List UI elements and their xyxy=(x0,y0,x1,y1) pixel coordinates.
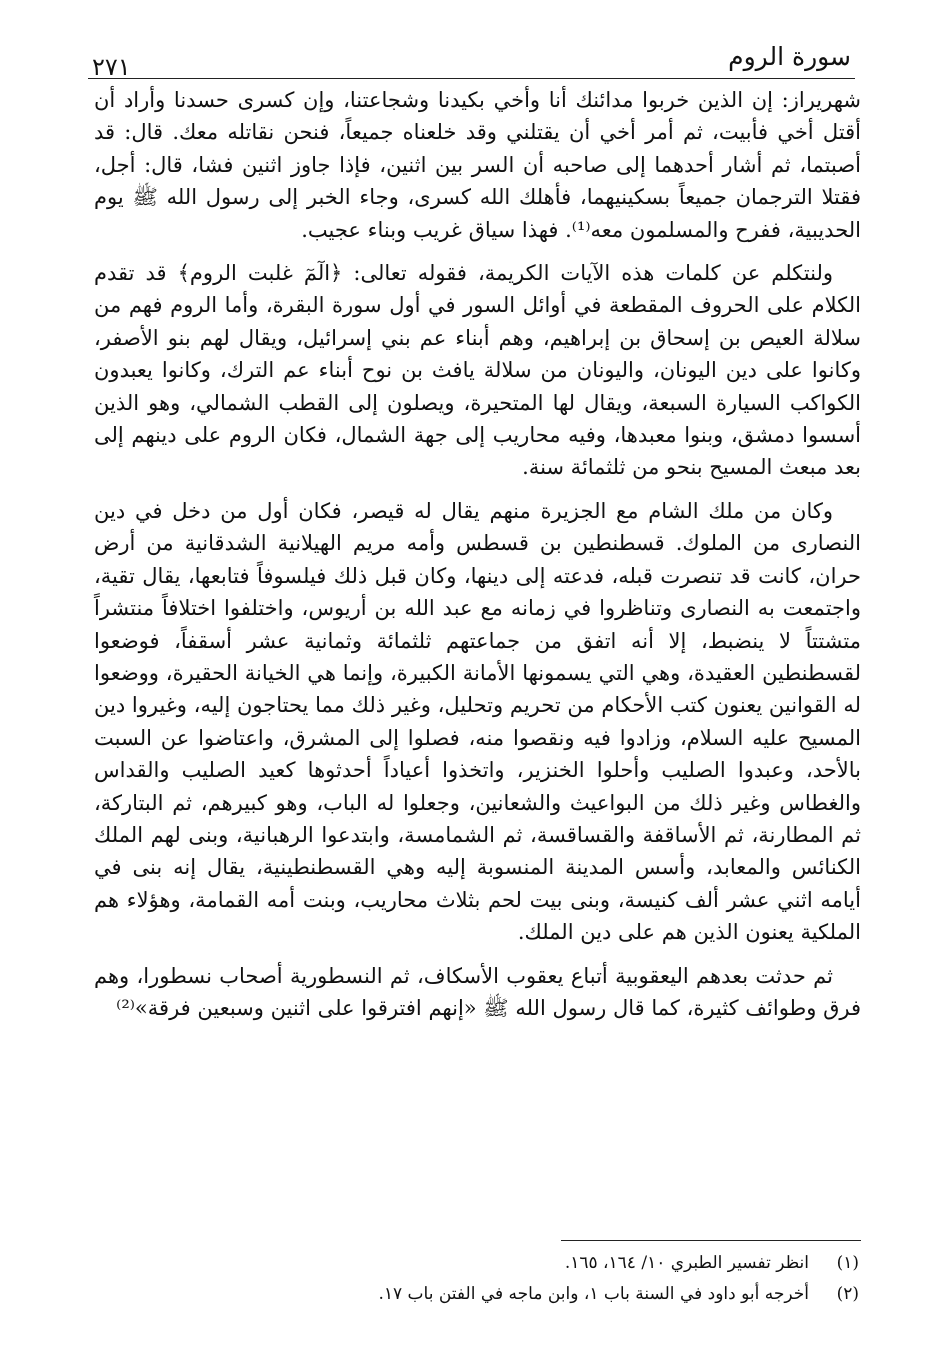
paragraph: ولنتكلم عن كلمات هذه الآيات الكريمة، فقوله تعالى: ﴿الٓمٓ غلبت الروم﴾ قد تقدم الكلام على الحروف المقطعة في أوائل السور في أول سورة البقرة، وأما الروم فهم من سلالة العيص بن إسحاق بن إبراهيم، وهم أبناء عم بني إسرائيل، ويقال لهم بنو الأصفر، وكانوا على دين اليونان، واليونان من سلالة يافث بن نوح أبناء عم الترك، وكانوا يعبدون الكواكب السيارة السبعة، ويقال لها المتحيرة، ويصلون إلى القطب الشمالي، وهو الذين أسسوا دمشق، وبنوا معبدها، وفيه محاريب إلى جهة الشمال، فكان الروم على دينهم إلى بعد مبعث المسيح بنحو من ثلثمائة سنة. xyxy=(94,261,861,480)
paragraph: ثم حدثت بعدهم اليعقوبية أتباع يعقوب الأسكاف، ثم النسطورية أصحاب نسطورا، وهم فرق وطوائف كثيرة، كما قال رسول الله ﷺ «إنهم افترقوا على اثنين وسبعين فرقة»⁽²⁾ xyxy=(94,963,861,1020)
footnote-number: (٢) xyxy=(836,1284,859,1304)
footnote-text: انظر تفسير الطبري ١٠/ ١٦٤، ١٦٥. xyxy=(564,1253,809,1273)
paragraph: شهريراز: إن الذين خربوا مدائنك أنا وأخي بكيدنا وشجاعتنا، وإن كسرى حسدنا وأراد أن أقتل أخي فأبيت، ثم أمر أخي أن يقتلني وقد خلعناه جميعاً، فنحن نقاتله معك. قال: قد أصبتما، ثم أشار أحدهما إلى صاحبه أن السر بين اثنين، فإذا جاوز اثنين فشا، قال: أجل، فقتلا الترجمان جميعاً بسكينيهما، فأهلك الله كسرى، وجاء الخبر إلى رسول الله ﷺ يوم الحديبية، ففرح والمسلمون معه⁽¹⁾. فهذا سياق غريب وبناء عجيب. xyxy=(94,88,861,242)
footnote-item xyxy=(94,1279,861,1310)
footnote-item xyxy=(94,1248,861,1279)
page-number: ٢٧١ xyxy=(92,53,131,81)
paragraph: وكان من ملك الشام مع الجزيرة منهم يقال له قيصر، فكان أول من دخل في دين النصارى من الملوك. قسطنطين بن قسطس وأمه مريم الهيلانية الشدقانية من أرض حران، كانت قد تنصرت قبله، فدعته إلى دينها، وكان قبل ذلك فيلسوفاً فتابعها، يقال تقية، واجتمعت به النصارى وتناظروا في زمانه مع عبد الله بن أريوس، واختلفوا اختلافاً منتشراً متشتتاً لا ينضبط، إلا أنه اتفق من جماعتهم ثلثمائة وثمانية عشر أسقفاً، فوضعوا لقسطنطين العقيدة، وهي التي يسمونها الأمانة الكبيرة، وإنما هي الخيانة الحقيرة، ووضعوا له القوانين يعنون كتب الأحكام من تحريم وتحليل، وغير ذلك مما يحتاجون إليه، وغيروا دين المسيح عليه السلام، وزادوا فيه ونقصوا منه، فصلوا إلى المشرق، واعتاضوا عن السبت بالأحد، وعبدوا الصليب وأحلوا الخنزير، واتخذوا أعياداً أحدثوها كعيد الصليب والقداس والغطاس وغير ذلك من البواعيث والشعانين، وجعلوا له الباب، وهو كبيرهم، ثم البتاركة، ثم المطارنة، ثم الأساقفة والقساقسة، ثم الشمامسة، وابتدعوا الرهبانية، وبنى لهم الملك الكنائس والمعابد، وأسس المدينة المنسوبة إليه وهي القسطنطينية، يقال إنه بنى في أيامه اثني عشر ألف كنيسة، وبنى بيت لحم بثلاث محاريب، وبنت أمه القمامة، وهؤلاء هم الملكية يعنون الذين هم على دين الملك. xyxy=(94,498,861,945)
footnote-separator xyxy=(561,1240,861,1241)
footnote-text: أخرجه أبو داود في السنة باب ١، وابن ماجه في الفتن باب ١٧. xyxy=(378,1284,809,1304)
body-text xyxy=(94,84,861,1024)
footnotes xyxy=(94,1248,861,1310)
footnote-number: (١) xyxy=(836,1253,859,1273)
surah-title: سورة الروم xyxy=(728,42,851,71)
page-header xyxy=(88,38,855,79)
